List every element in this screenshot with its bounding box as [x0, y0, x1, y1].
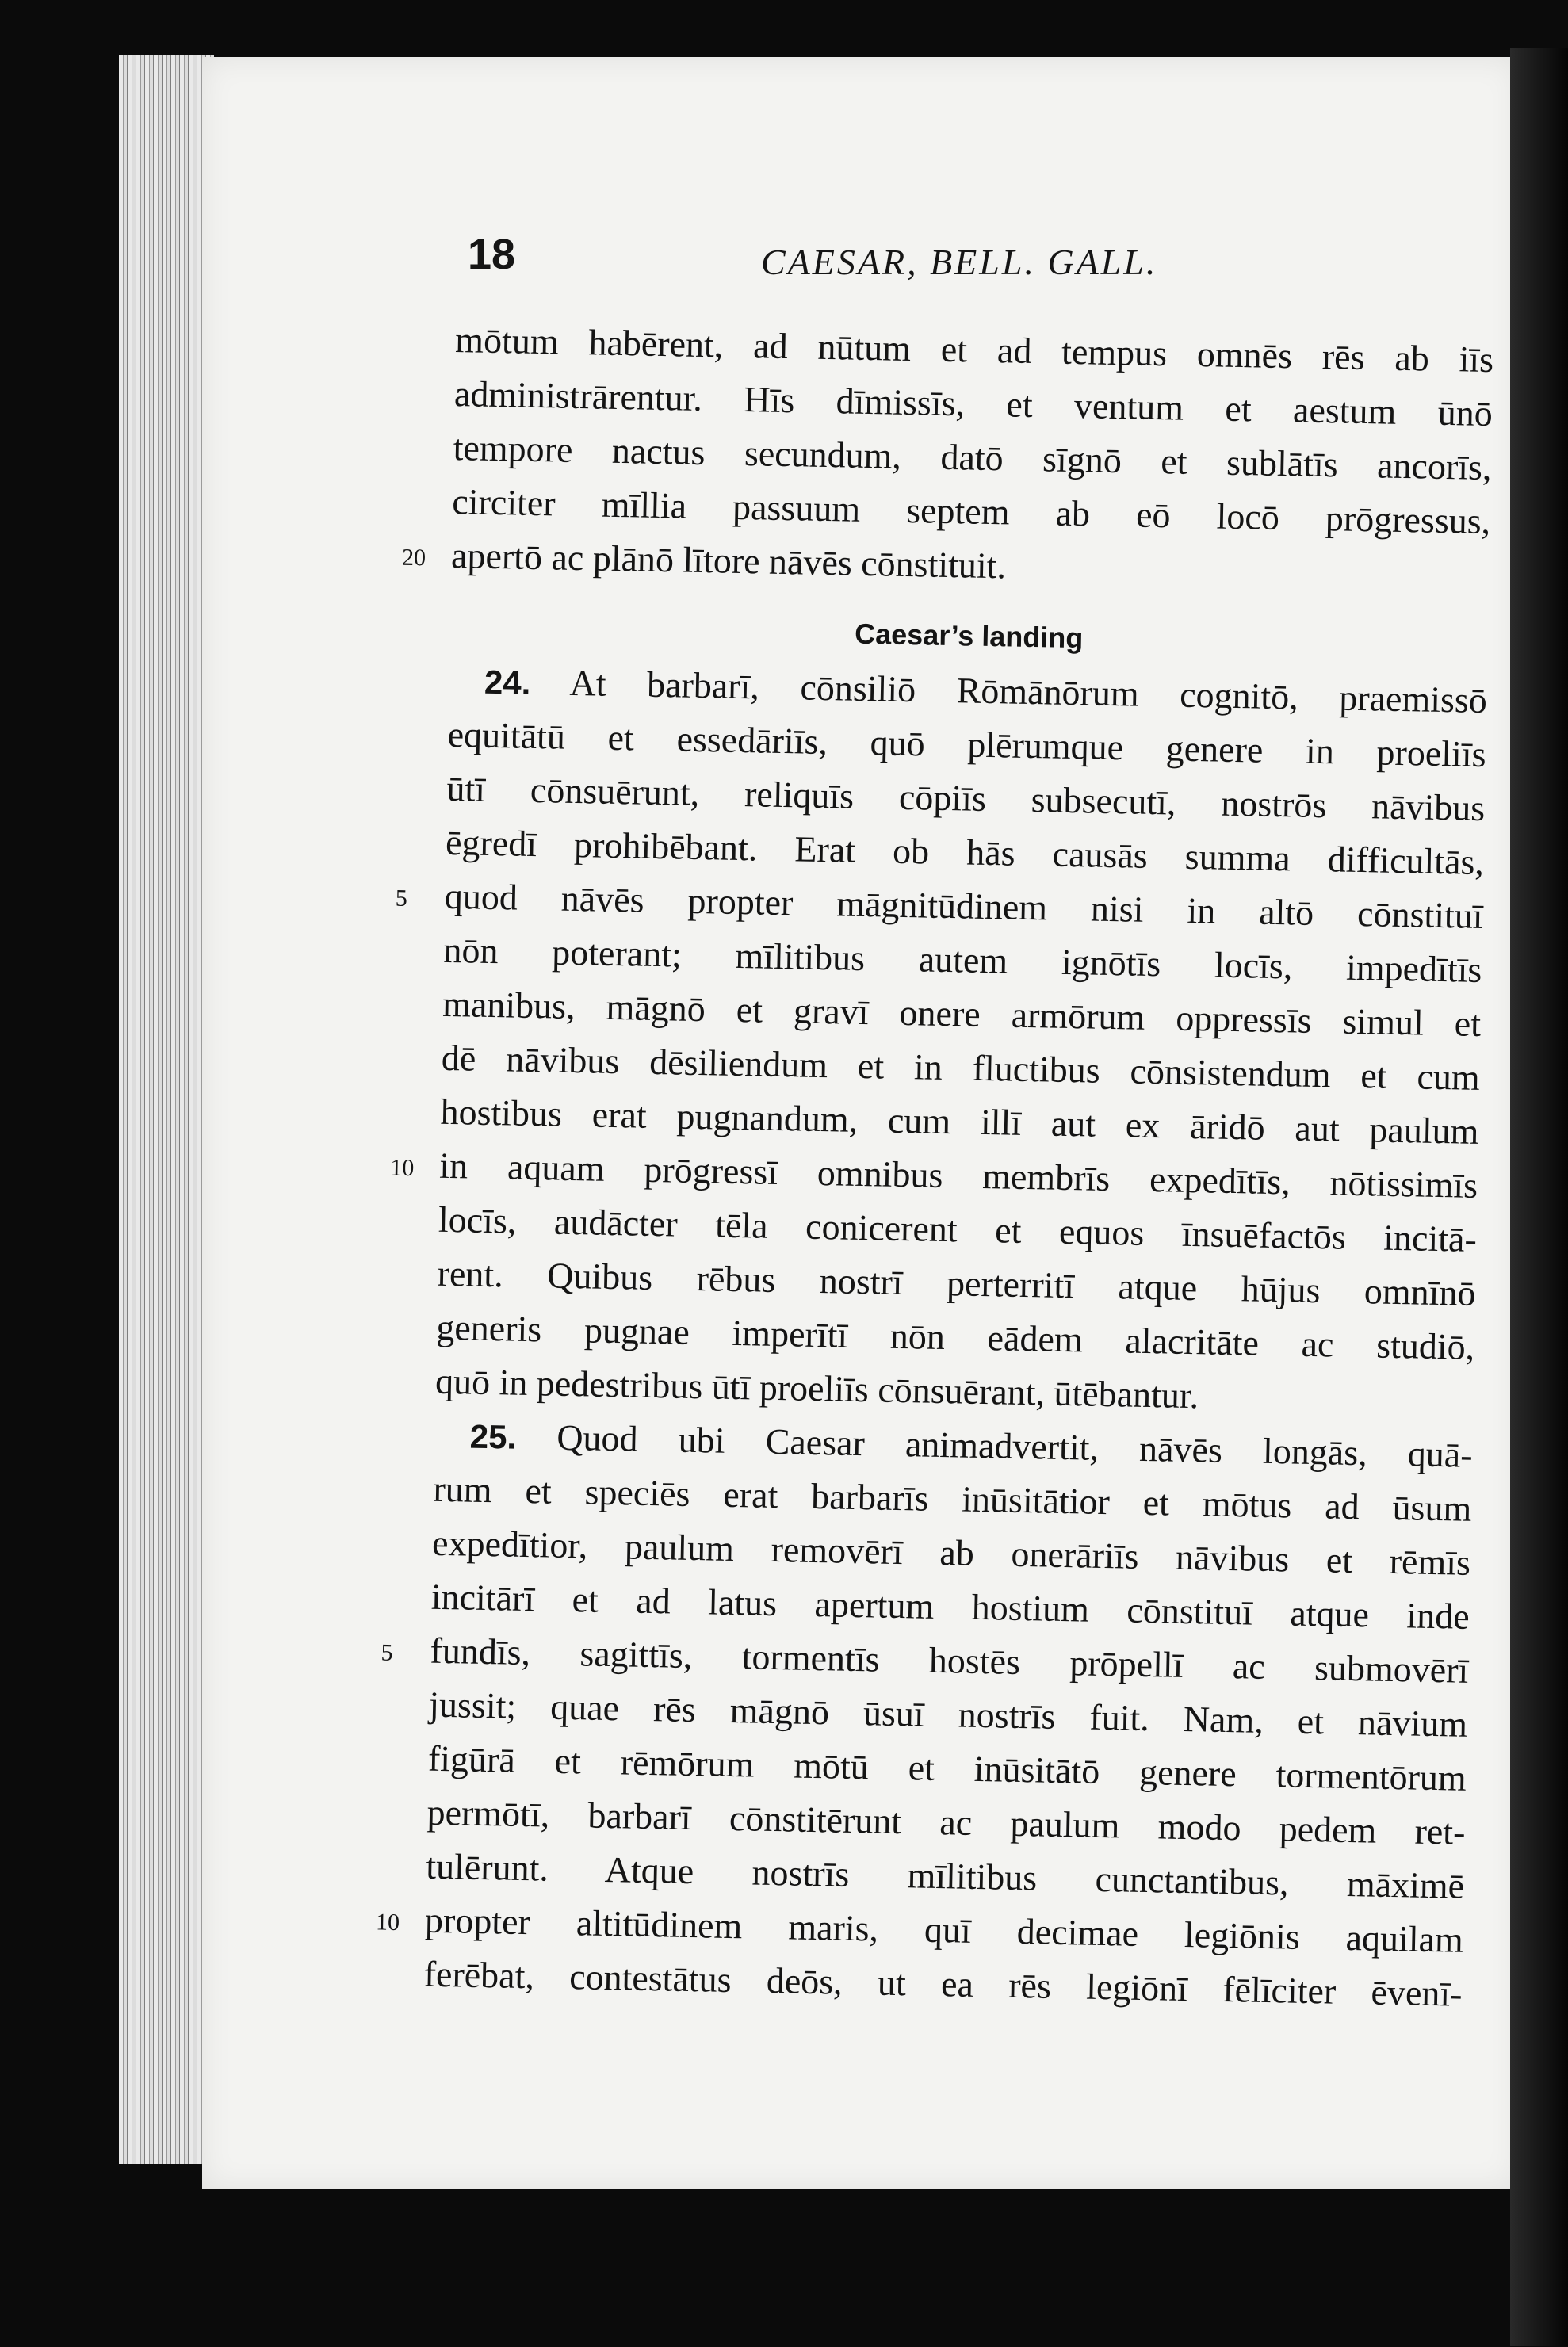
chapter-number: 24.: [484, 663, 531, 701]
page-number: 18: [468, 231, 516, 278]
line-text: propter altitūdinem maris, quī decimae legiōnis aquilam: [424, 1899, 1464, 1960]
running-head: CAESAR, BELL. GALL.: [761, 242, 1158, 282]
line-number: 20: [401, 544, 426, 571]
line-text: figūrā et rēmōrum mōtū et inūsitātō genere tormentōrum: [427, 1737, 1467, 1798]
line-text: locīs, audācter tēla conicerent et equos īnsuēfactōs incitā-: [438, 1198, 1478, 1260]
line-text: ēgredī prohibēbant. Erat ob hās causās summa difficultās,: [445, 821, 1485, 883]
line-text: tempore nactus secundum, datō sīgnō et sublātīs ancorīs,: [453, 426, 1492, 488]
line-text: Quod ubi Caesar animadvertit, nāvēs longās, quā-: [556, 1416, 1474, 1475]
book-page-edges: [119, 55, 214, 2164]
line-text: apertō ac plānō lītore nāvēs cōnstituit.: [450, 534, 1007, 587]
line-text: rent. Quibus rēbus nostrī perterritī atque hūjus omnīnō: [437, 1252, 1476, 1313]
line-text: administrārentur. Hīs dīmissīs, et ventum et aestum ūnō: [453, 373, 1493, 434]
line-number: 5: [381, 1639, 393, 1666]
line-text: jussit; quae rēs māgnō ūsuī nostrīs fuit. Nam, et nāvium: [428, 1684, 1468, 1745]
section-heading: Caesar’s landing: [854, 617, 1084, 655]
line-text: At barbarī, cōnsiliō Rōmānōrum cognitō, praemissō: [569, 662, 1488, 721]
line-text: generis pugnae imperītī nōn eādem alacritāte ac studiō,: [435, 1306, 1475, 1367]
line-text: nōn poterant; mīlitibus autem ignōtīs locīs, impedītīs: [443, 929, 1482, 990]
line-text: dē nāvibus dēsiliendum et in fluctibus cōnsistendum et cum: [441, 1037, 1481, 1098]
line-text: rum et speciēs erat barbarīs inūsitātior et mōtus ad ūsum: [433, 1468, 1472, 1529]
chapter-number: 25.: [469, 1417, 517, 1456]
line-text: mōtum habērent, ad nūtum et ad tempus omnēs rēs ab iīs: [454, 319, 1494, 380]
line-text: tulērunt. Atque nostrīs mīlitibus cunctantibus, māximē: [425, 1845, 1465, 1906]
line-text: ūtī cōnsuērunt, reliquīs cōpiīs subsecutī, nostrōs nāvibus: [446, 767, 1486, 829]
line-text: circiter mīllia passuum septem ab eō locō prōgressus,: [451, 480, 1491, 542]
line-text: expedītior, paulum removērī ab onerāriīs nāvibus et rēmīs: [431, 1522, 1471, 1583]
line-number: 10: [389, 1154, 415, 1182]
line-text: quod nāvēs propter māgnitūdinem nisi in altō cōnstituī: [444, 875, 1484, 937]
line-text: permōtī, barbarī cōnstitērunt ac paulum modo pedem ret-: [426, 1791, 1466, 1852]
line-text: hostibus erat pugnandum, cum illī aut ex āridō aut paulum: [440, 1091, 1479, 1152]
line-text: equitātū et essedāriīs, quō plērumque genere in proeliīs: [447, 713, 1487, 775]
line-text: manibus, māgnō et gravī onere armōrum oppressīs simul et: [442, 983, 1482, 1044]
line-text: in aquam prōgressī omnibus membrīs expedītīs, nōtissimīs: [438, 1145, 1478, 1206]
line-text: quō in pedestribus ūtī proeliīs cōnsuērant, ūtēbantur.: [434, 1360, 1199, 1416]
page-header: [262, 230, 1292, 293]
gutter-shadow: [1510, 48, 1568, 2346]
line-text: incitārī et ad latus apertum hostium cōnstituī atque inde: [430, 1576, 1470, 1637]
line-text: ferēbat, contestātus deōs, ut ea rēs legiōnī fēlīciter ēvenī-: [423, 1953, 1463, 2014]
line-number: 10: [375, 1909, 400, 1936]
line-text: fundīs, sagittīs, tormentīs hostēs prōpellī ac submovērī: [430, 1630, 1469, 1691]
line-number: 5: [395, 885, 408, 912]
body-text: [375, 313, 1494, 2021]
